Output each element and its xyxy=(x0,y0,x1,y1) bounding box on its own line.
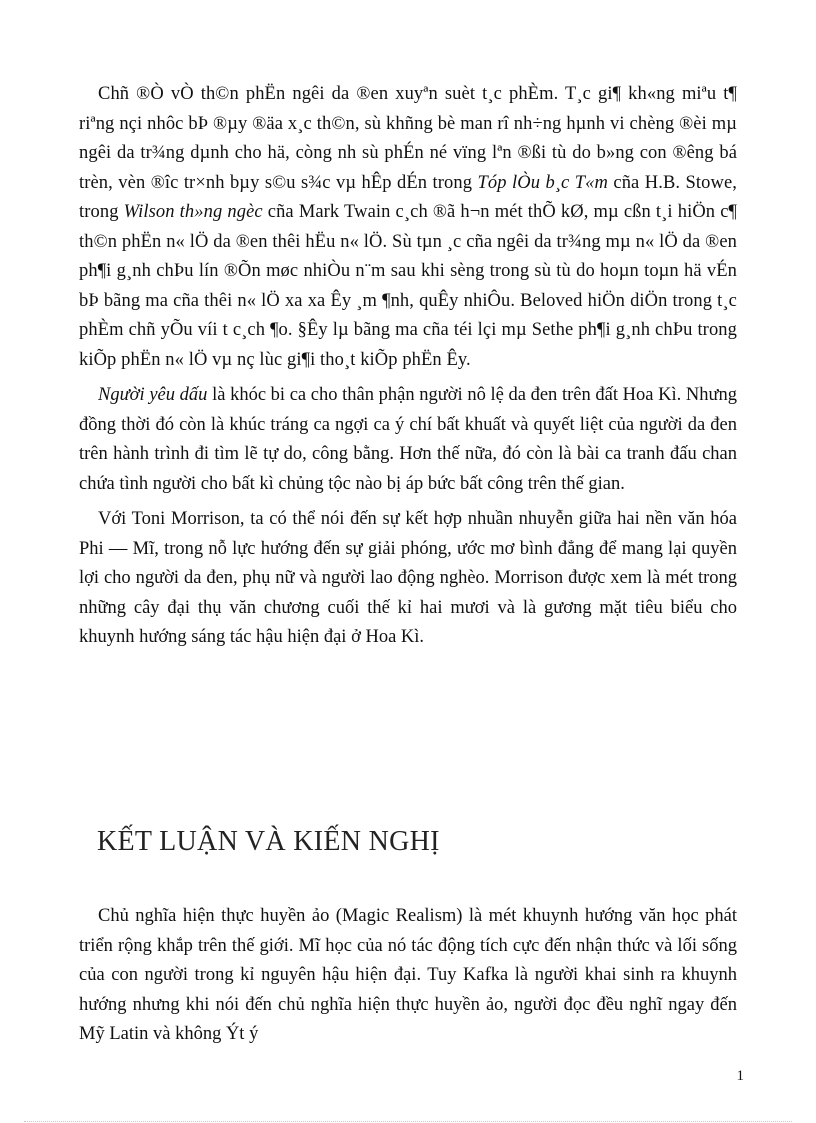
text-run: Chủ nghĩa hiện thực huyền ảo (Magic Realism) là mét khuynh hướng văn học phát triển rộng khắp trên thế giới. Mĩ học của nó tác động tích cực đến nhận thức và lối sống của con người trong kỉ nguyên hậu hiện đại. Tuy Kafka là người khai sinh ra khuynh hướng nhưng khi nói đến chủ nghĩa hiện thực huyền ảo, người đọc đều nghĩ ngay đến Mỹ Latin và không Ýt ý xyxy=(79,906,737,1044)
paragraph-1 xyxy=(79,80,737,375)
italic-title-run: Người yêu dấu xyxy=(98,385,208,405)
italic-title-run: Tóp lÒu b¸c T«m xyxy=(477,172,608,193)
text-run: Chñ ®Ò vÒ th©n phËn ngêi da ®en xuyªn suèt t¸c phÈm. T¸c gi¶ kh«ng miªu t¶ riªng nçi nhôc bÞ ®µy ®äa x¸c th©n, sù khñng bè man rî nh÷ng hµnh vi chèng ®èi mµ ngêi da tr¾ng dµnh cho hä, còng nh sù phÉn né vïng lªn ®ßi tù do b»ng con ®êng bá trèn, vèn ®îc tr×nh bµy s©u s¾c vµ hÊp dÉn trong xyxy=(79,84,737,193)
paragraph-3 xyxy=(79,505,737,653)
paragraph-4 xyxy=(79,902,737,1050)
text-run: cña Mark Twain c¸ch ®ã h¬n mét thÕ kØ, mµ cßn t¸i hiÖn c¶ th©n phËn n« lÖ da ®en thêi hËu n« lÖ. Sù tµn ¸c cña ngêi da tr¾ng mµ n« lÖ da ®en ph¶i g¸nh chÞu lín ®Õn møc nhiÒu n¨m sau khi sèng trong sù tù do hoµn toµn hä vÉn bÞ bãng ma cña thêi n« lÖ xa xa Êy ¸m ¶nh, quÊy nhiÔu. Beloved hiÖn diÖn trong t¸c phÈm chñ yÕu víi t c¸ch ¶o. §Êy lµ bãng ma cña téi lçi mµ Sethe ph¶i g¸nh chÞu trong kiÕp phËn n« lÖ vµ nç lùc gi¶i tho¸t kiÕp phËn Êy. xyxy=(79,202,737,370)
italic-title-run: Wilson th»ng ngèc xyxy=(123,202,263,222)
body-text-bottom xyxy=(79,902,737,1056)
section-heading: KẾT LUẬN VÀ KIẾN NGHỊ xyxy=(97,826,440,857)
text-run: là khóc bi ca cho thân phận người nô lệ da đen trên đất Hoa Kì. Nhưng đồng thời đó còn là khúc tráng ca ngợi ca ý chí bất khuất và quyết liệt của người da đen trên hành trình đi tìm lẽ tự do, công bằng. Hơn thế nữa, đó còn là bài ca tranh đấu chan chứa tình người cho bất kì chủng tộc nào bị áp bức bất công trên thế gian. xyxy=(79,385,737,494)
text-run: cña H.B. Stowe, trong xyxy=(79,172,737,222)
page-number: 1 xyxy=(736,1068,744,1084)
page-bottom-rule xyxy=(24,1121,792,1122)
paragraph-2 xyxy=(79,381,737,499)
body-text-top xyxy=(79,80,737,659)
text-run: Với Toni Morrison, ta có thể nói đến sự kết hợp nhuần nhuyễn giữa hai nền văn hóa Phi — Mĩ, trong nỗ lực hướng đến sự giải phóng, ước mơ bình đẳng để mang lại quyền lợi cho người da đen, phụ nữ và người lao động nghèo. Morrison được xem là mét trong những cây đại thụ văn chương cuối thế kỉ hai mươi và là gương mặt tiêu biểu cho khuynh hướng sáng tác hậu hiện đại ở Hoa Kì. xyxy=(79,509,737,647)
